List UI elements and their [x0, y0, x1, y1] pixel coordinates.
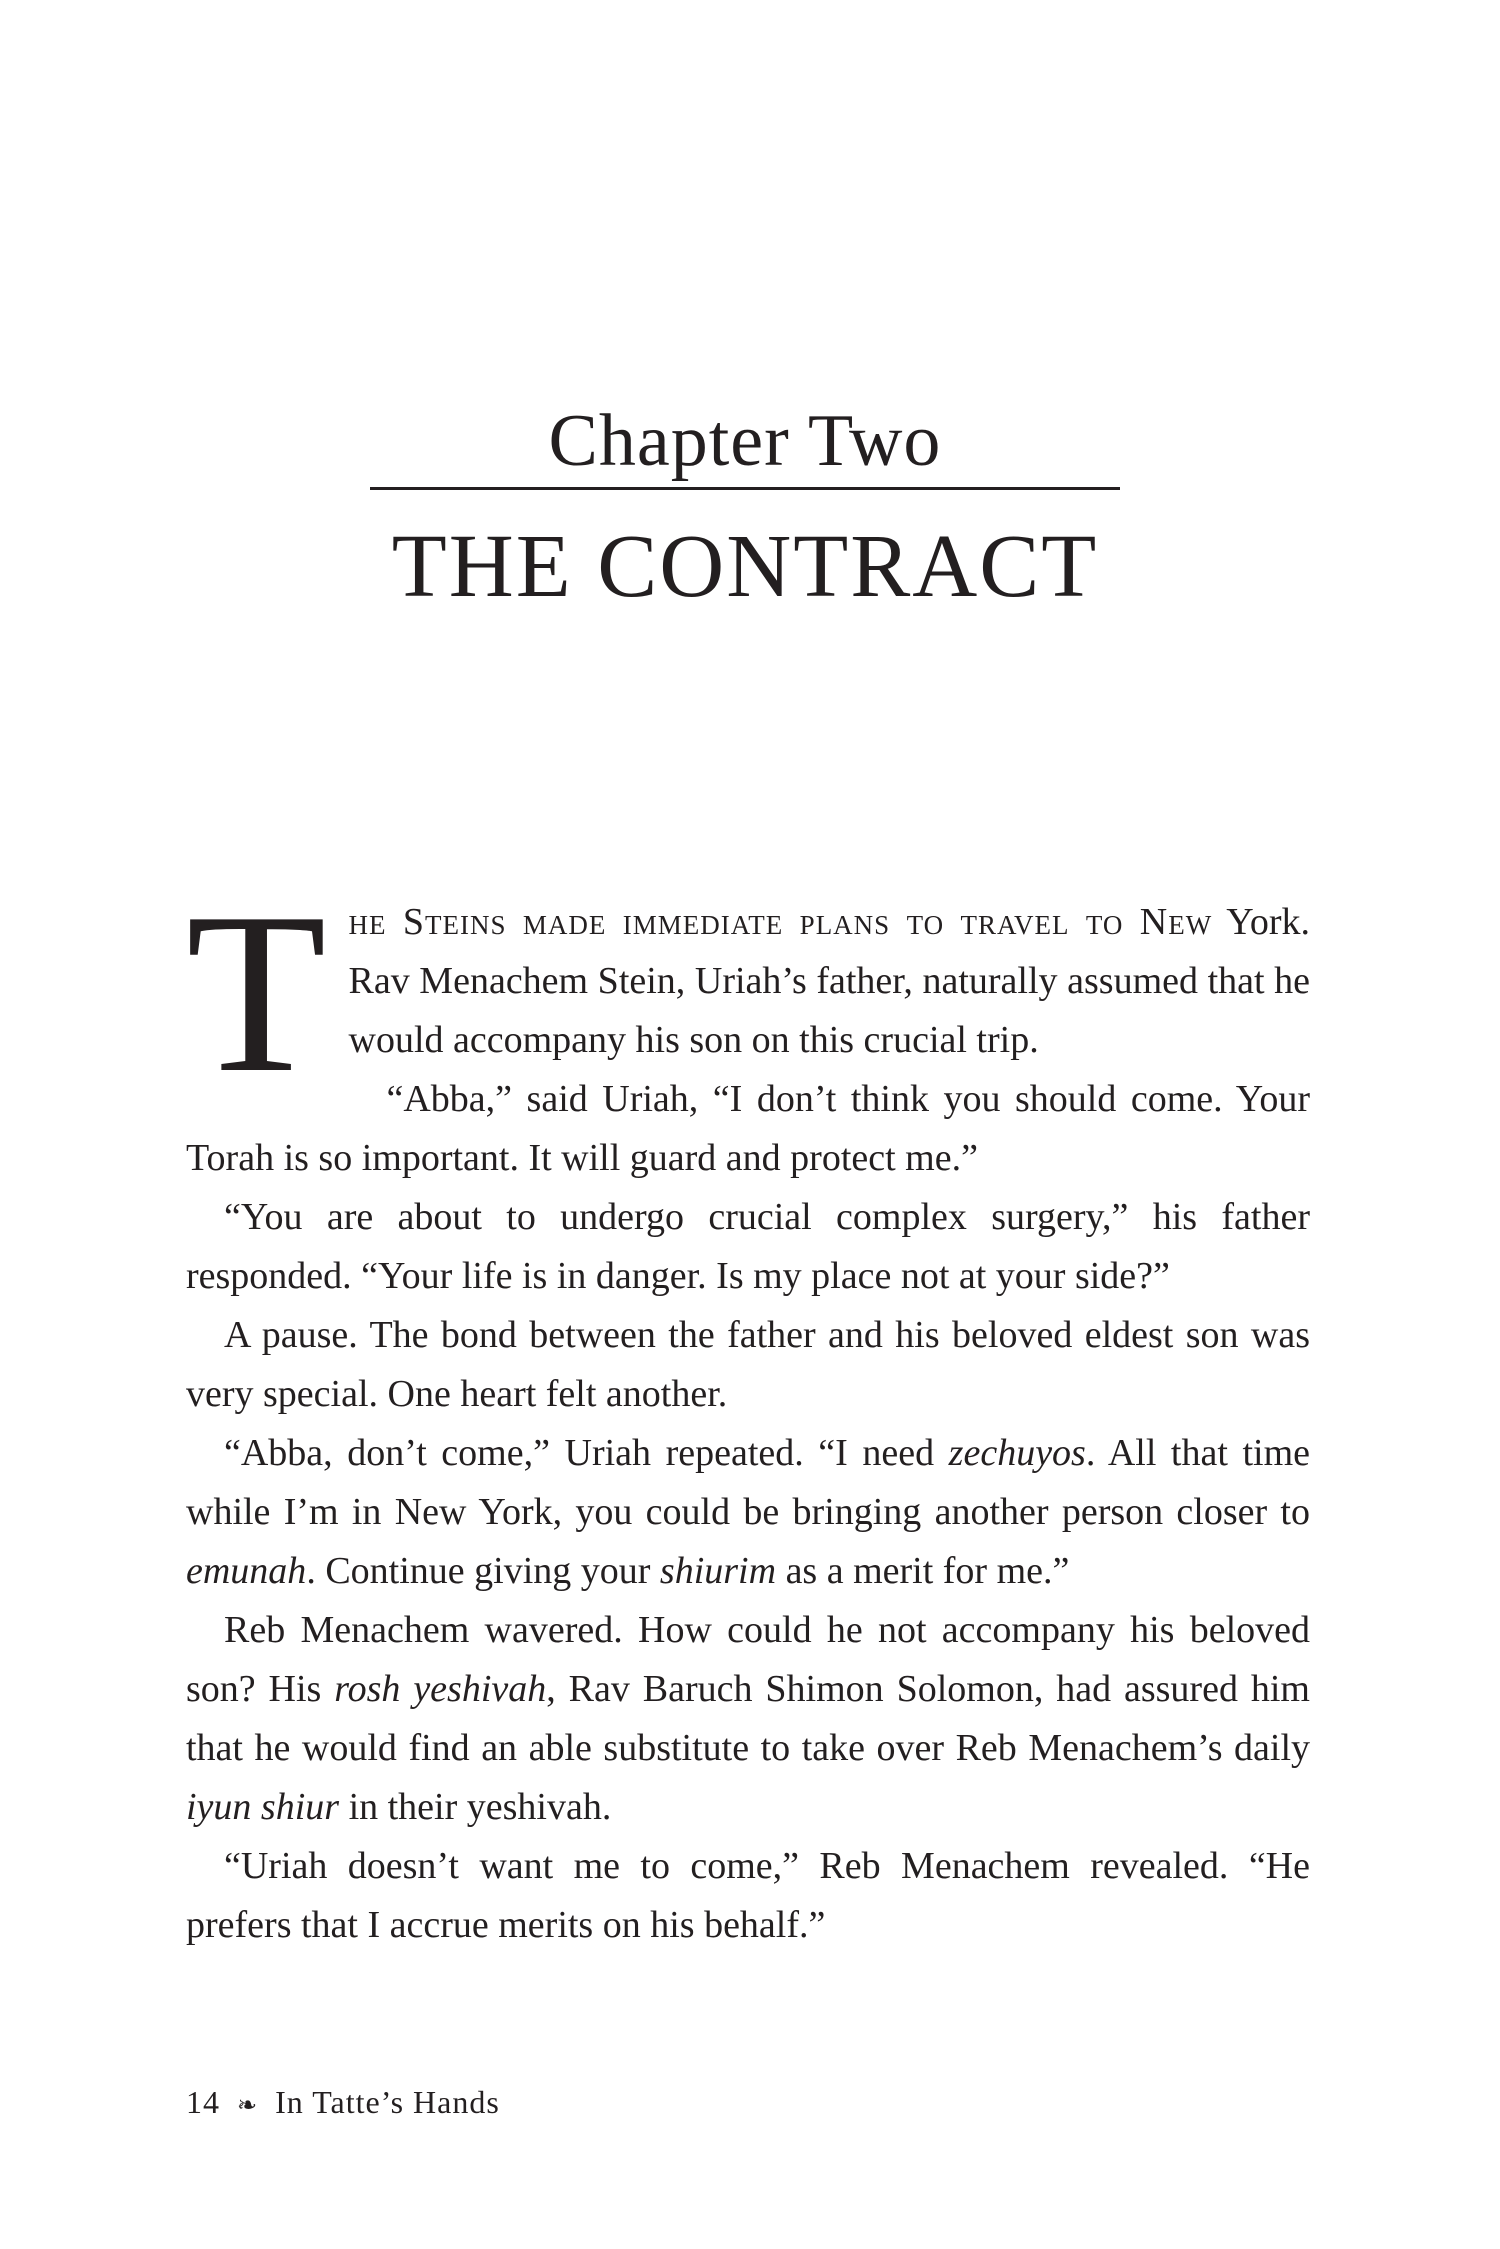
- paragraph-text: York. Rav Menachem Stein, Uriah’s father, naturally assumed that he would accompany his son on this crucial trip.: [348, 901, 1310, 1061]
- body-text: [186, 865, 1310, 1955]
- paragraph: [186, 1424, 1310, 1601]
- italic-term: shiurim: [659, 1550, 777, 1592]
- paragraph-text: as a merit for me.”: [776, 1550, 1070, 1592]
- paragraph-text: . Continue giving your: [306, 1550, 660, 1592]
- chapter-title: THE CONTRACT: [391, 517, 1099, 616]
- paragraph-text: “Abba, don’t come,” Uriah repeated. “I need: [224, 1432, 949, 1474]
- paragraph: [186, 865, 1310, 1120]
- fleuron-icon: ❧: [237, 2092, 259, 2119]
- paragraph: A pause. The bond between the father and his beloved eldest son was very special. One heart felt another.: [186, 1314, 1310, 1415]
- chapter-label: Chapter Two: [548, 400, 942, 482]
- heading-rule: [370, 487, 1120, 490]
- italic-term: iyun shiur: [186, 1786, 340, 1828]
- paragraph: “Abba,” said Uriah, “I don’t think you should come. Your Torah is so important. It will guard and protect me.”: [186, 1078, 1310, 1179]
- paragraph-text: in their yeshivah.: [339, 1786, 612, 1828]
- italic-term: emunah: [186, 1550, 307, 1592]
- chapter-heading: [370, 395, 1120, 622]
- italic-term: zechuyos: [948, 1432, 1086, 1474]
- paragraph: “Uriah doesn’t want me to come,” Reb Menachem revealed. “He prefers that I accrue merits on his behalf.”: [186, 1845, 1310, 1946]
- page-footer: [186, 2082, 500, 2126]
- italic-term: rosh yeshivah: [334, 1668, 547, 1710]
- paragraph: “You are about to undergo crucial complex surgery,” his father responded. “Your life is in danger. Is my place not at your side?”: [186, 1196, 1310, 1297]
- opening-smallcaps: he Steins made immediate plans to travel to New: [348, 901, 1213, 943]
- paragraph-text: Reb Menachem wavered. How could he not accompany his beloved son? His: [186, 1609, 1310, 1710]
- paragraph-text: . All that time while I’m in New York, you could be bringing another person closer to: [186, 1432, 1310, 1533]
- page-number: 14: [186, 2084, 220, 2120]
- drop-cap: T: [186, 865, 327, 1120]
- paragraph-text: , Rav Baruch Shimon Solomon, had assured him that he would find an able substitute to take over Reb Menachem’s daily: [186, 1668, 1310, 1769]
- paragraph: [186, 1601, 1310, 1837]
- running-title: In Tatte’s Hands: [275, 2084, 500, 2120]
